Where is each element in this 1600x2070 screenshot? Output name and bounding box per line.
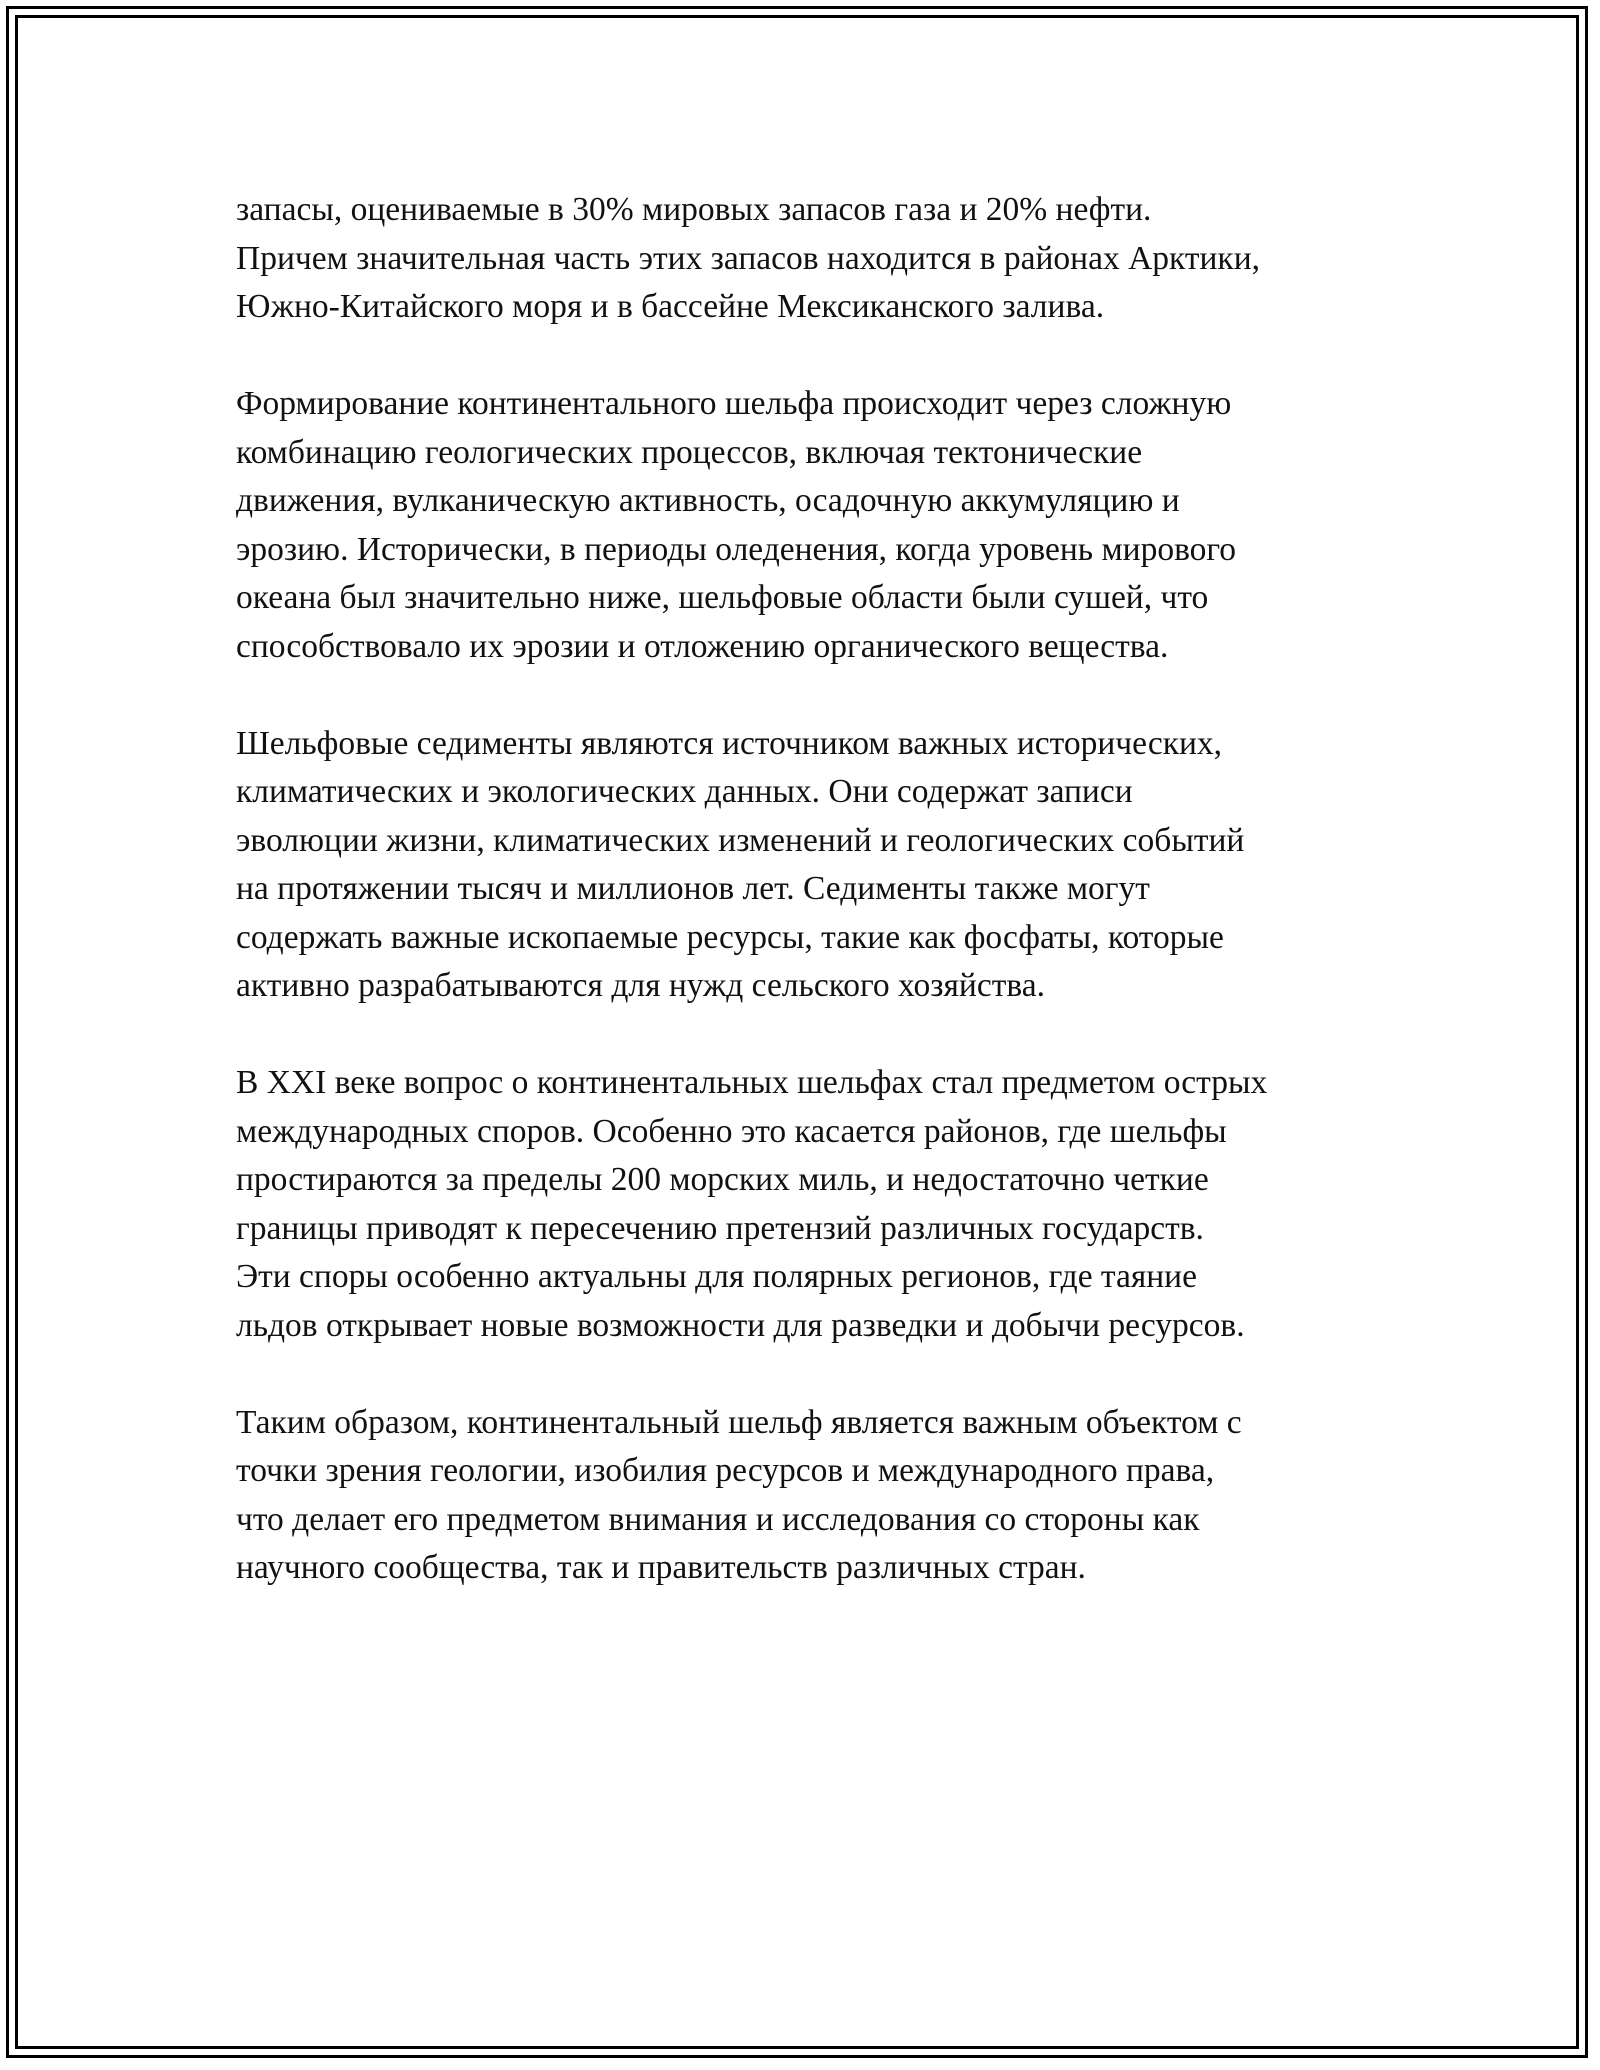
text-line: движения, вулканическую активность, осадочную аккумуляцию и — [236, 482, 1180, 519]
paragraph-conclusion — [236, 1399, 1416, 1593]
paragraph-disputes — [236, 1059, 1416, 1350]
text-line: активно разрабатываются для нужд сельского хозяйства. — [236, 967, 1045, 1004]
text-line: эрозию. Исторически, в периоды оледенения, когда уровень мирового — [236, 530, 1237, 568]
text-line: эволюции жизни, климатических изменений и геологических событий — [236, 821, 1245, 859]
text-line: океана был значительно ниже, шельфовые области были сушей, что — [236, 579, 1209, 616]
text-line: Эти споры особенно актуальны для полярных регионов, где таяние — [236, 1258, 1197, 1295]
paragraph-reserves — [236, 186, 1416, 332]
text-line: точки зрения геологии, изобилия ресурсов и международного права, — [236, 1452, 1215, 1489]
text-line: льдов открывает новые возможности для разведки и добычи ресурсов. — [236, 1306, 1245, 1344]
document-body — [236, 186, 1416, 1641]
text-line: способствовало их эрозии и отложению органического вещества. — [236, 627, 1169, 665]
text-line: научного сообщества, так и правительств различных стран. — [236, 1549, 1086, 1586]
text-line: на протяжении тысяч и миллионов лет. Седименты также могут — [236, 870, 1150, 907]
text-line: Формирование континентального шельфа происходит через сложную — [236, 385, 1232, 422]
text-line: климатических и экологических данных. Они содержат записи — [236, 773, 1133, 810]
text-line: Причем значительная часть этих запасов находится в районах Арктики, — [236, 239, 1260, 277]
text-line: что делает его предметом внимания и исследования со стороны как — [236, 1500, 1200, 1538]
paragraph-formation — [236, 380, 1416, 671]
text-line: Южно-Китайского моря и в бассейне Мексиканского залива. — [236, 288, 1105, 325]
text-line: комбинацию геологических процессов, включая тектонические — [236, 433, 1143, 471]
text-line: запасы, оцениваемые в 30% мировых запасов газа и 20% нефти. — [236, 191, 1152, 228]
text-line: В XXI веке вопрос о континентальных шельфах стал предметом острых — [236, 1064, 1268, 1101]
paragraph-sediments — [236, 720, 1416, 1011]
text-line: простираются за пределы 200 морских миль, и недостаточно четкие — [236, 1161, 1209, 1198]
text-line: международных споров. Особенно это касается районов, где шельфы — [236, 1112, 1227, 1150]
text-line: границы приводят к пересечению претензий различных государств. — [236, 1209, 1204, 1247]
text-line: Шельфовые седименты являются источником важных исторических, — [236, 724, 1223, 762]
text-line: Таким образом, континентальный шельф является важным объектом с — [236, 1403, 1242, 1441]
text-line: содержать важные ископаемые ресурсы, такие как фосфаты, которые — [236, 918, 1224, 956]
